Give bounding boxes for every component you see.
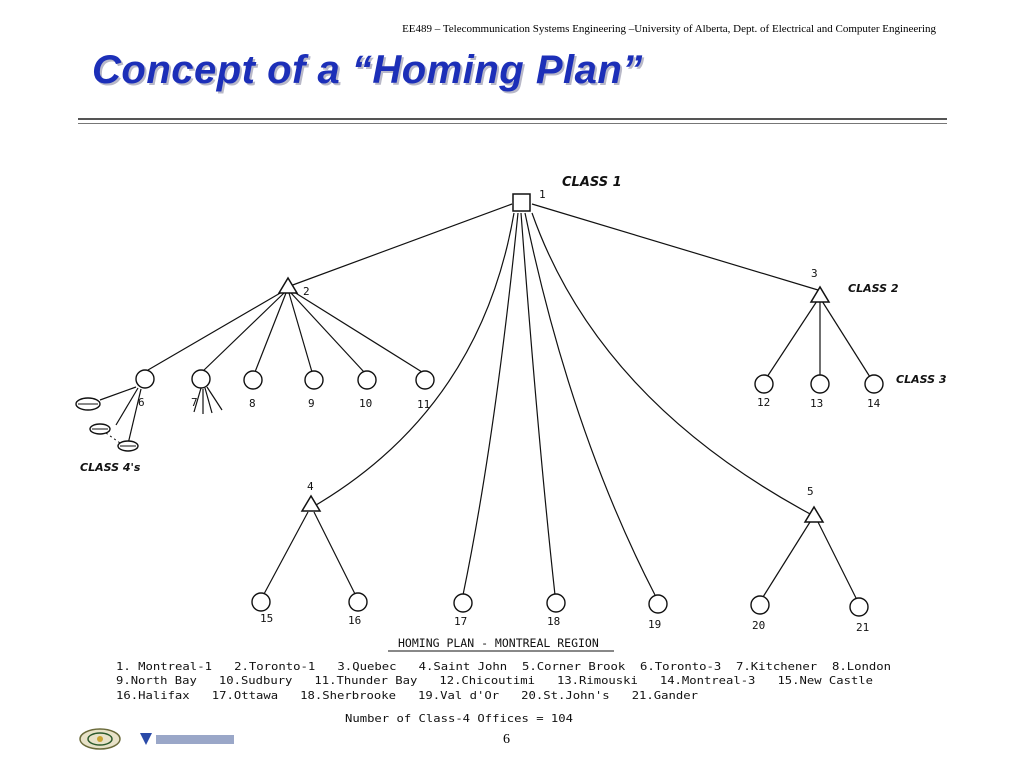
node-17-circle bbox=[454, 594, 472, 612]
class2-label: CLASS 2 bbox=[848, 282, 899, 295]
node-label-2: 2 bbox=[303, 285, 310, 298]
slide-title: Concept of a “Homing Plan” bbox=[92, 48, 643, 92]
node-label-14: 14 bbox=[867, 397, 881, 410]
title-rule-thick bbox=[78, 118, 947, 120]
class4-label: CLASS 4's bbox=[80, 461, 141, 474]
node-label-17: 17 bbox=[454, 615, 468, 628]
node-11-circle bbox=[416, 371, 434, 389]
node-label-13: 13 bbox=[810, 397, 824, 410]
class4-nodes bbox=[76, 398, 138, 451]
homing-plan-diagram bbox=[70, 140, 975, 740]
node-label-12: 12 bbox=[757, 396, 771, 409]
node-21-circle bbox=[850, 598, 868, 616]
node-label-18: 18 bbox=[547, 615, 561, 628]
node-6-circle bbox=[136, 370, 154, 388]
node-18-circle bbox=[547, 594, 565, 612]
legend-line-2: 9.North Bay 10.Sudbury 11.Thunder Bay 12.Chicoutimi 13.Rimouski 14.Montreal-3 15.New Castle bbox=[116, 674, 874, 687]
node-label-7: 7 bbox=[191, 396, 198, 409]
node-16-circle bbox=[349, 593, 367, 611]
node-12-circle bbox=[755, 375, 773, 393]
node-5-triangle bbox=[805, 507, 823, 522]
node-9-circle bbox=[305, 371, 323, 389]
page-number: 6 bbox=[503, 732, 510, 747]
node-2-triangle bbox=[279, 278, 297, 293]
node-4-triangle bbox=[302, 496, 320, 511]
hierarchy-links bbox=[100, 204, 870, 598]
trlabs-logo-icon bbox=[138, 731, 238, 747]
course-header-note: EE489 – Telecommunication Systems Engineering –University of Alberta, Dept. of Electrical and Computer Engineering bbox=[402, 23, 936, 35]
title-rule-thin bbox=[78, 123, 947, 124]
node-label-6: 6 bbox=[138, 396, 145, 409]
node-label-4: 4 bbox=[307, 480, 314, 493]
legend-line-3: 16.Halifax 17.Ottawa 18.Sherbrooke 19.Val d'Or 20.St.John's 21.Gander bbox=[116, 689, 699, 702]
node-label-21: 21 bbox=[856, 621, 870, 634]
node-number-labels bbox=[138, 188, 881, 634]
legend-line-1: 1. Montreal-1 2.Toronto-1 3.Quebec 4.Saint John 5.Corner Brook 6.Toronto-3 7.Kitchener 8.London bbox=[116, 660, 891, 673]
legend-heading: HOMING PLAN - MONTREAL REGION bbox=[398, 636, 599, 650]
node-20-circle bbox=[751, 596, 769, 614]
university-seal-icon bbox=[78, 728, 122, 750]
node-8-circle bbox=[244, 371, 262, 389]
node-label-16: 16 bbox=[348, 614, 362, 627]
node-label-9: 9 bbox=[308, 397, 315, 410]
class1-node bbox=[513, 194, 530, 211]
legend-footer: Number of Class-4 Offices = 104 bbox=[345, 712, 574, 725]
node-19-circle bbox=[649, 595, 667, 613]
node-label-19: 19 bbox=[648, 618, 662, 631]
homing-plan-svg bbox=[70, 140, 975, 740]
node-label-15: 15 bbox=[260, 612, 274, 625]
node-14-circle bbox=[865, 375, 883, 393]
node-15-circle bbox=[252, 593, 270, 611]
class1-label: CLASS 1 bbox=[562, 175, 622, 190]
node-label-3: 3 bbox=[811, 267, 818, 280]
node-label-1: 1 bbox=[539, 188, 546, 201]
node-label-5: 5 bbox=[807, 485, 814, 498]
node-label-20: 20 bbox=[752, 619, 766, 632]
node-label-10: 10 bbox=[359, 397, 373, 410]
node-7-circle bbox=[192, 370, 210, 388]
node-label-8: 8 bbox=[249, 397, 256, 410]
node-13-circle bbox=[811, 375, 829, 393]
class3-label: CLASS 3 bbox=[896, 373, 947, 386]
node-label-11: 11 bbox=[417, 398, 431, 411]
node-10-circle bbox=[358, 371, 376, 389]
